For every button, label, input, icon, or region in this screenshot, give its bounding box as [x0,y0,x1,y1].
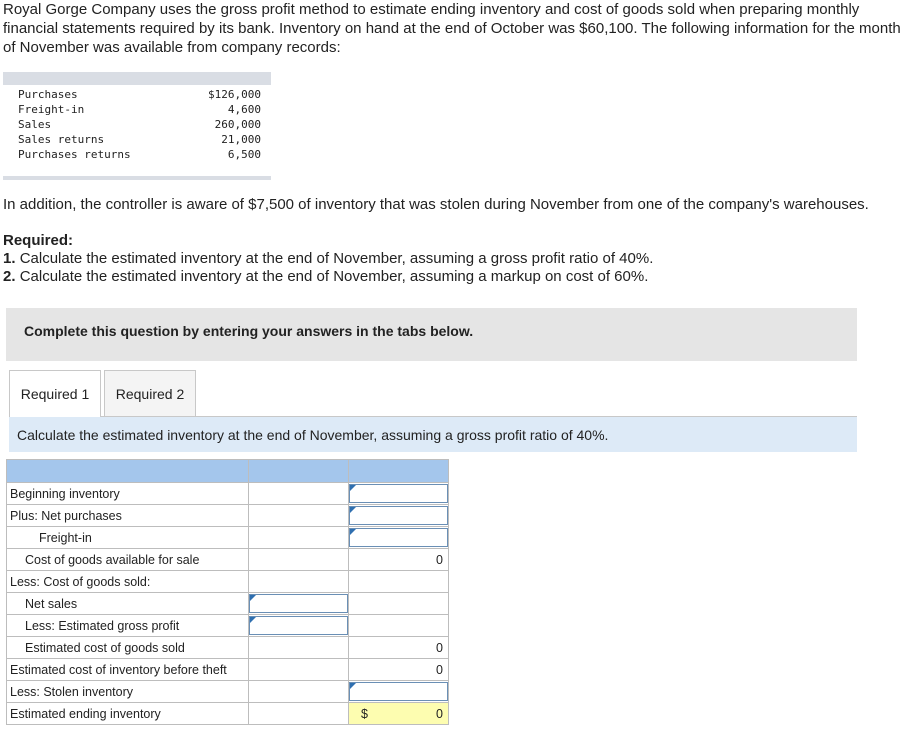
table-row [7,483,449,505]
schedule-header-row [7,460,449,483]
table-row [7,505,449,527]
row-label: Beginning inventory [7,483,249,505]
table-row [7,703,449,725]
gross-profit-input[interactable] [249,616,348,635]
record-label: Sales [18,118,52,131]
record-value: 21,000 [221,133,261,146]
table-row [7,659,449,681]
stolen-inventory-input[interactable] [349,682,448,701]
instruction-text: Calculate the estimated inventory at the end of November, assuming a gross profit ratio of 40%. [17,427,609,443]
estimated-cogs-total: 0 [436,641,443,655]
record-row [3,117,271,132]
required-item-2 [3,268,653,286]
row-label: Estimated cost of inventory before theft [7,659,249,681]
required-heading: Required: [3,232,74,249]
theft-note: In addition, the controller is aware of $7,500 of inventory that was stolen during November from one of the company's warehouses. [3,196,869,213]
goods-available-total: 0 [436,553,443,567]
table-row [7,549,449,571]
inventory-schedule [6,459,449,725]
required-section [3,232,653,286]
record-row [3,102,271,117]
required-number: 1. [3,250,16,267]
required-text: Calculate the estimated inventory at the end of November, assuming a gross profit ratio of 40%. [19,250,654,267]
required-text: Calculate the estimated inventory at the end of November, assuming a markup on cost of 60%. [19,268,649,285]
net-purchases-input[interactable] [349,506,448,525]
beginning-inventory-input[interactable] [349,484,448,503]
table-row [7,571,449,593]
instruction-bar [9,417,857,452]
table-row [7,615,449,637]
row-label: Net sales [7,593,249,615]
row-label: Cost of goods available for sale [7,549,249,571]
row-label: Less: Stolen inventory [7,681,249,703]
tab-required-1[interactable]: Required 1 [9,370,101,417]
record-value: 260,000 [214,118,261,131]
row-label: Less: Cost of goods sold: [7,571,249,593]
record-value: $126,000 [208,88,261,101]
table-row [7,527,449,549]
complete-banner [6,308,857,361]
record-row [3,87,271,102]
table-row [7,681,449,703]
problem-intro: Royal Gorge Company uses the gross profit method to estimate ending inventory and cost of goods sold when preparing monthly financial statements required by its bank. Inventory on hand at the end of October was $60,100. The following information for the month of November was available from company records: [3,1,901,56]
record-row [3,147,271,162]
tab-required-2[interactable]: Required 2 [104,370,196,416]
required-number: 2. [3,268,16,285]
table-row [7,593,449,615]
row-label: Freight-in [7,527,249,549]
record-value: 4,600 [227,103,261,116]
row-label: Less: Estimated gross profit [7,615,249,637]
record-label: Sales returns [18,133,105,146]
row-label: Estimated cost of goods sold [7,637,249,659]
required-item-1 [3,250,653,268]
record-label: Purchases [18,88,78,101]
ending-inventory-cell [349,703,449,725]
table-row [7,637,449,659]
row-label: Plus: Net purchases [7,505,249,527]
record-label: Purchases returns [18,148,131,161]
records-table [3,72,271,180]
record-value: 6,500 [227,148,261,161]
record-row [3,132,271,147]
currency-symbol: $ [361,707,368,721]
freight-in-input[interactable] [349,528,448,547]
complete-banner-text: Complete this question by entering your answers in the tabs below. [24,323,474,339]
before-theft-total: 0 [436,663,443,677]
ending-inventory-total: 0 [436,707,443,721]
row-label: Estimated ending inventory [7,703,249,725]
net-sales-input[interactable] [249,594,348,613]
record-label: Freight-in [18,103,85,116]
